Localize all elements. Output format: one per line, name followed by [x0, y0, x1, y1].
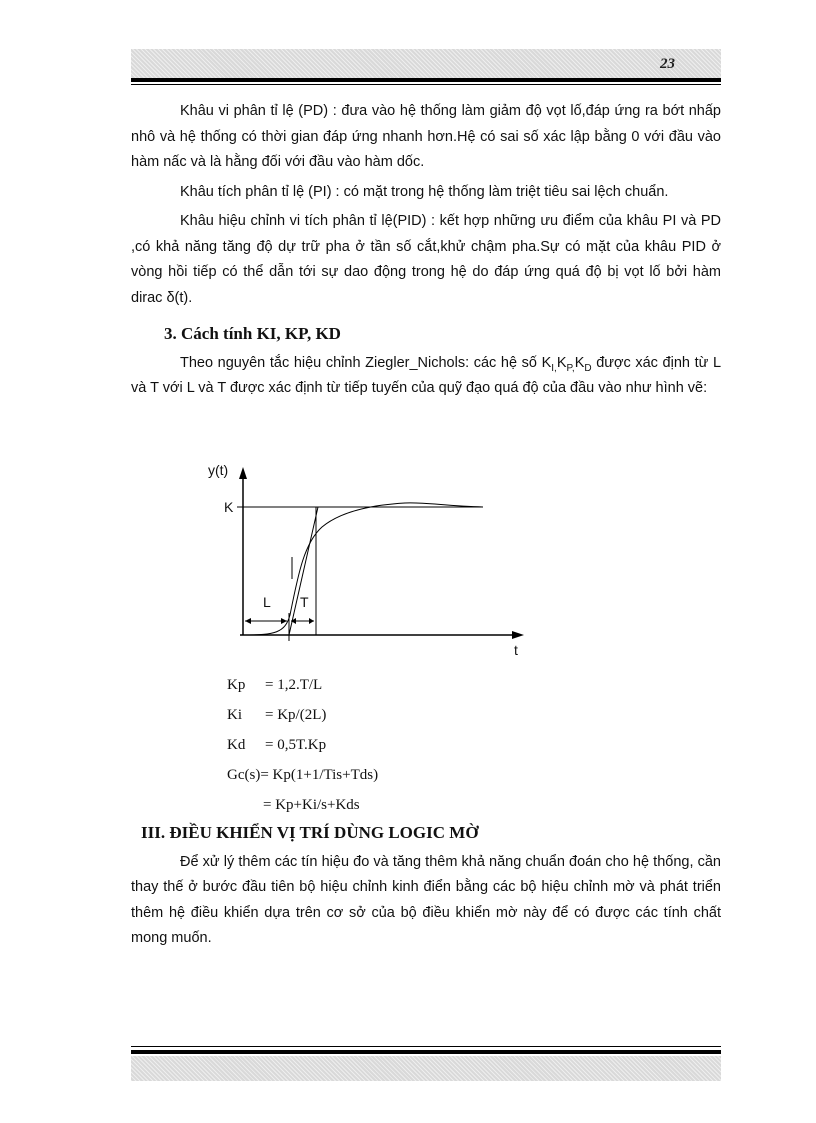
- zn-sub-i: I,: [551, 362, 557, 374]
- formula-expr: = Kp(1+1/Tis+Tds): [260, 767, 379, 783]
- step-response-figure: [200, 455, 540, 665]
- l-label: L: [263, 594, 271, 610]
- zn-sub-d: D: [584, 362, 592, 374]
- y-axis-arrow-icon: [239, 467, 247, 479]
- subheading-kpid: 3. Cách tính KI, KP, KD: [164, 324, 341, 343]
- footer-rule-thin: [131, 1046, 721, 1047]
- footer-band: [131, 1056, 721, 1081]
- paragraph-pi: Khâu tích phân tỉ lệ (PI) : có mặt trong hệ thống làm triệt tiêu sai lệch chuẩn.: [180, 183, 669, 200]
- step-response-curve: [243, 503, 483, 635]
- formula-expr: = 0,5T.Kp: [265, 737, 327, 753]
- formula-name: Gc(s): [227, 767, 261, 783]
- k-label: K: [224, 499, 234, 515]
- formula-row: [227, 700, 378, 730]
- section-heading-iii: III. ĐIỀU KHIỂN VỊ TRÍ DÙNG LOGIC MỜ: [141, 823, 479, 842]
- x-axis-label: t: [514, 642, 518, 658]
- header-rule-thin: [131, 84, 721, 85]
- formula-expr: = 1,2.T/L: [265, 677, 323, 693]
- formula-name: Ki: [227, 707, 242, 723]
- formula-name: Kp: [227, 677, 246, 693]
- zn-intro-text: Theo nguyên tắc hiệu chỉnh Ziegler_Nichols: các hệ số: [180, 354, 542, 371]
- paragraph-pd: Khâu vi phân tỉ lệ (PD) : đưa vào hệ thống làm giảm độ vọt lố,đáp ứng ra bớt nhấp nhô và hệ thống có thời gian đáp ứng nhanh hơn.Hệ có sai số xác lập bằng 0 với đầu vào hàm nấc và là hằng đối với đầu vào hàm dốc.: [131, 103, 721, 170]
- formula-row: [227, 760, 378, 790]
- zn-k-symbol-d: K: [574, 354, 585, 371]
- header-band: [131, 49, 721, 78]
- formula-expr: = Kp/(2L): [265, 707, 327, 723]
- formula-expr: = Kp+Ki/s+Kds: [263, 797, 360, 813]
- paragraph-ziegler-nichols: [131, 351, 721, 402]
- header-rule-thick: [131, 78, 721, 82]
- formula-row: [227, 670, 378, 700]
- body-text: [131, 99, 721, 402]
- zn-k-symbol-p: K: [556, 354, 567, 371]
- paragraph-pid: Khâu hiệu chỉnh vi tích phân tỉ lệ(PID) : kết hợp những ưu điểm của khâu PI và PD ,có khả năng tăng độ dự trữ pha ở tần số cắt,khử chậm pha.Sự có mặt của khâu PID ở vòng hồi tiếp có thể dẫn tới sự dao động trong hệ do đáp ứng quá độ bị vọt lố bởi hàm dirac δ(t).: [131, 213, 721, 306]
- zn-k-symbol-i: K: [541, 354, 552, 371]
- footer-rule-thick: [131, 1050, 721, 1054]
- section-iii: [131, 814, 721, 952]
- zn-sub-p: P,: [566, 362, 575, 374]
- x-axis-arrow-icon: [512, 631, 524, 639]
- formula-block: [227, 670, 378, 820]
- page-number: 23: [660, 56, 675, 72]
- formula-name: Kd: [227, 737, 246, 753]
- y-axis-label: y(t): [208, 462, 229, 478]
- zn-rest-text: được xác định từ L và T với L và T được xác định từ tiếp tuyến của quỹ đạo quá độ của đầu vào như hình vẽ:: [131, 354, 722, 396]
- l-arrow-left-icon: [245, 618, 251, 624]
- tangent-line: [289, 507, 318, 635]
- formula-row: [227, 730, 378, 760]
- paragraph-fuzzy-logic: Để xử lý thêm các tín hiệu đo và tăng thêm khả năng chuẩn đoán cho hệ thống, cần thay thế ở bước đầu tiên bộ hiệu chỉnh kinh điển bằng các bộ hiệu chỉnh mờ và phát triển thêm hệ điều khiển dựa trên cơ sở của bộ điều khiển mờ này để có được các tính chất mong muốn.: [131, 853, 721, 946]
- t-arrow-right-icon: [309, 618, 314, 624]
- t-label: T: [300, 594, 309, 610]
